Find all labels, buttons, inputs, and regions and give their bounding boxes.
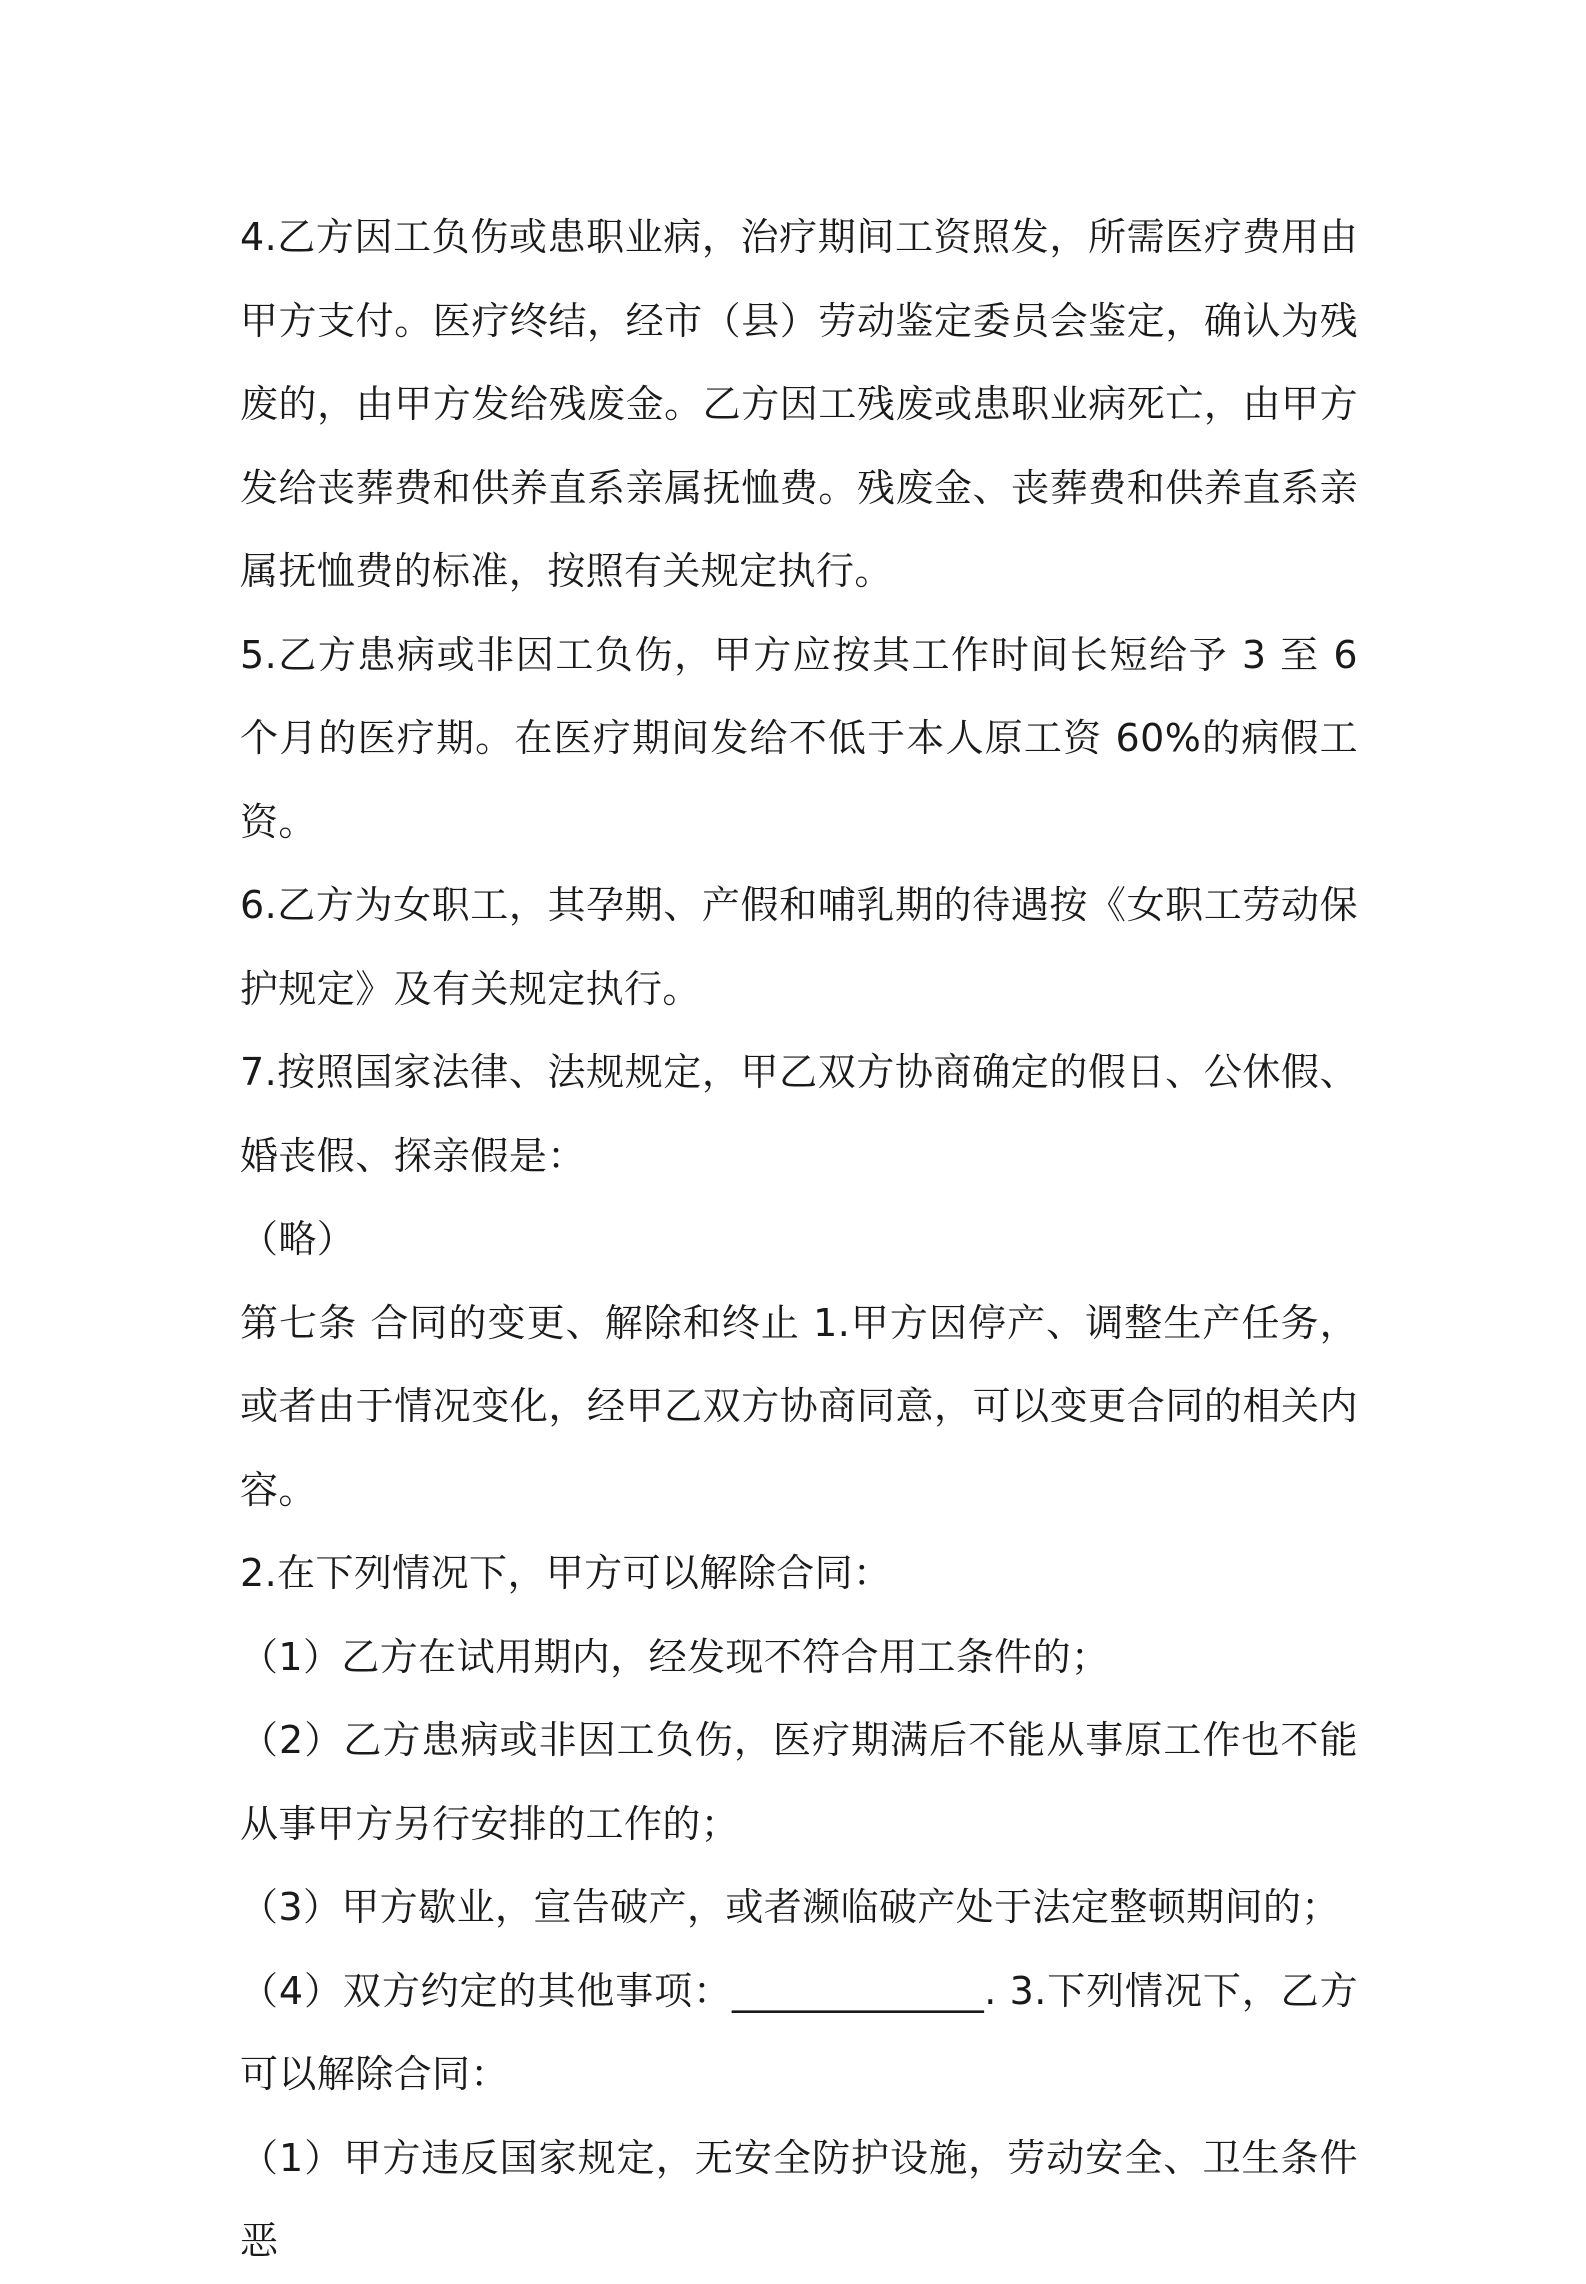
paragraph-work-injury: 4.乙方因工负伤或患职业病，治疗期间工资照发，所需医疗费用由甲方支付。医疗终结，经市（县）劳动鉴定委员会鉴定，确认为残废的，由甲方发给残废金。乙方因工残废或患职业病死亡，由甲方发给丧葬费和供养直系亲属抚恤费。残废金、丧葬费和供养直系亲属抚恤费的标准，按照有关规定执行。	[240, 215, 1358, 593]
paragraph-article-seven: 第七条 合同的变更、解除和终止 1.甲方因停产、调整生产任务，或者由于情况变化，经甲乙双方协商同意，可以变更合同的相关内容。	[240, 1300, 1358, 1512]
list-item-safety-violation: （1）甲方违反国家规定，无安全防护设施，劳动安全、卫生条件恶	[240, 2135, 1358, 2263]
paragraph-omitted: （略）	[240, 1217, 356, 1261]
list-item-probation: （1）乙方在试用期内，经发现不符合用工条件的；	[240, 1634, 1110, 1679]
list-item-medical-period: （2）乙方患病或非因工负伤，医疗期满后不能从事原工作也不能从事甲方另行安排的工作的；	[240, 1718, 1358, 1846]
list-item-bankruptcy: （3）甲方歇业，宣告破产，或者濒临破产处于法定整顿期间的；	[240, 1885, 1340, 1929]
paragraph-employer-termination: 2.在下列情况下，甲方可以解除合同：	[240, 1551, 892, 1595]
document-body	[240, 196, 1358, 2284]
paragraph-sick-leave: 5.乙方患病或非因工负伤，甲方应按其工作时间长短给予 3 至 6 个月的医疗期。在医疗期间发给不低于本人原工资 60%的病假工资。	[240, 632, 1358, 844]
paragraph-holidays: 7.按照国家法律、法规规定，甲乙双方协商确定的假日、公休假、婚丧假、探亲假是：	[240, 1050, 1358, 1178]
list-item-other-matters: （4）双方约定的其他事项：_____________. 3.下列情况下，乙方可以解除合同：	[240, 1968, 1358, 2096]
paragraph-female-workers: 6.乙方为女职工，其孕期、产假和哺乳期的待遇按《女职工劳动保护规定》及有关规定执行。	[240, 883, 1358, 1011]
